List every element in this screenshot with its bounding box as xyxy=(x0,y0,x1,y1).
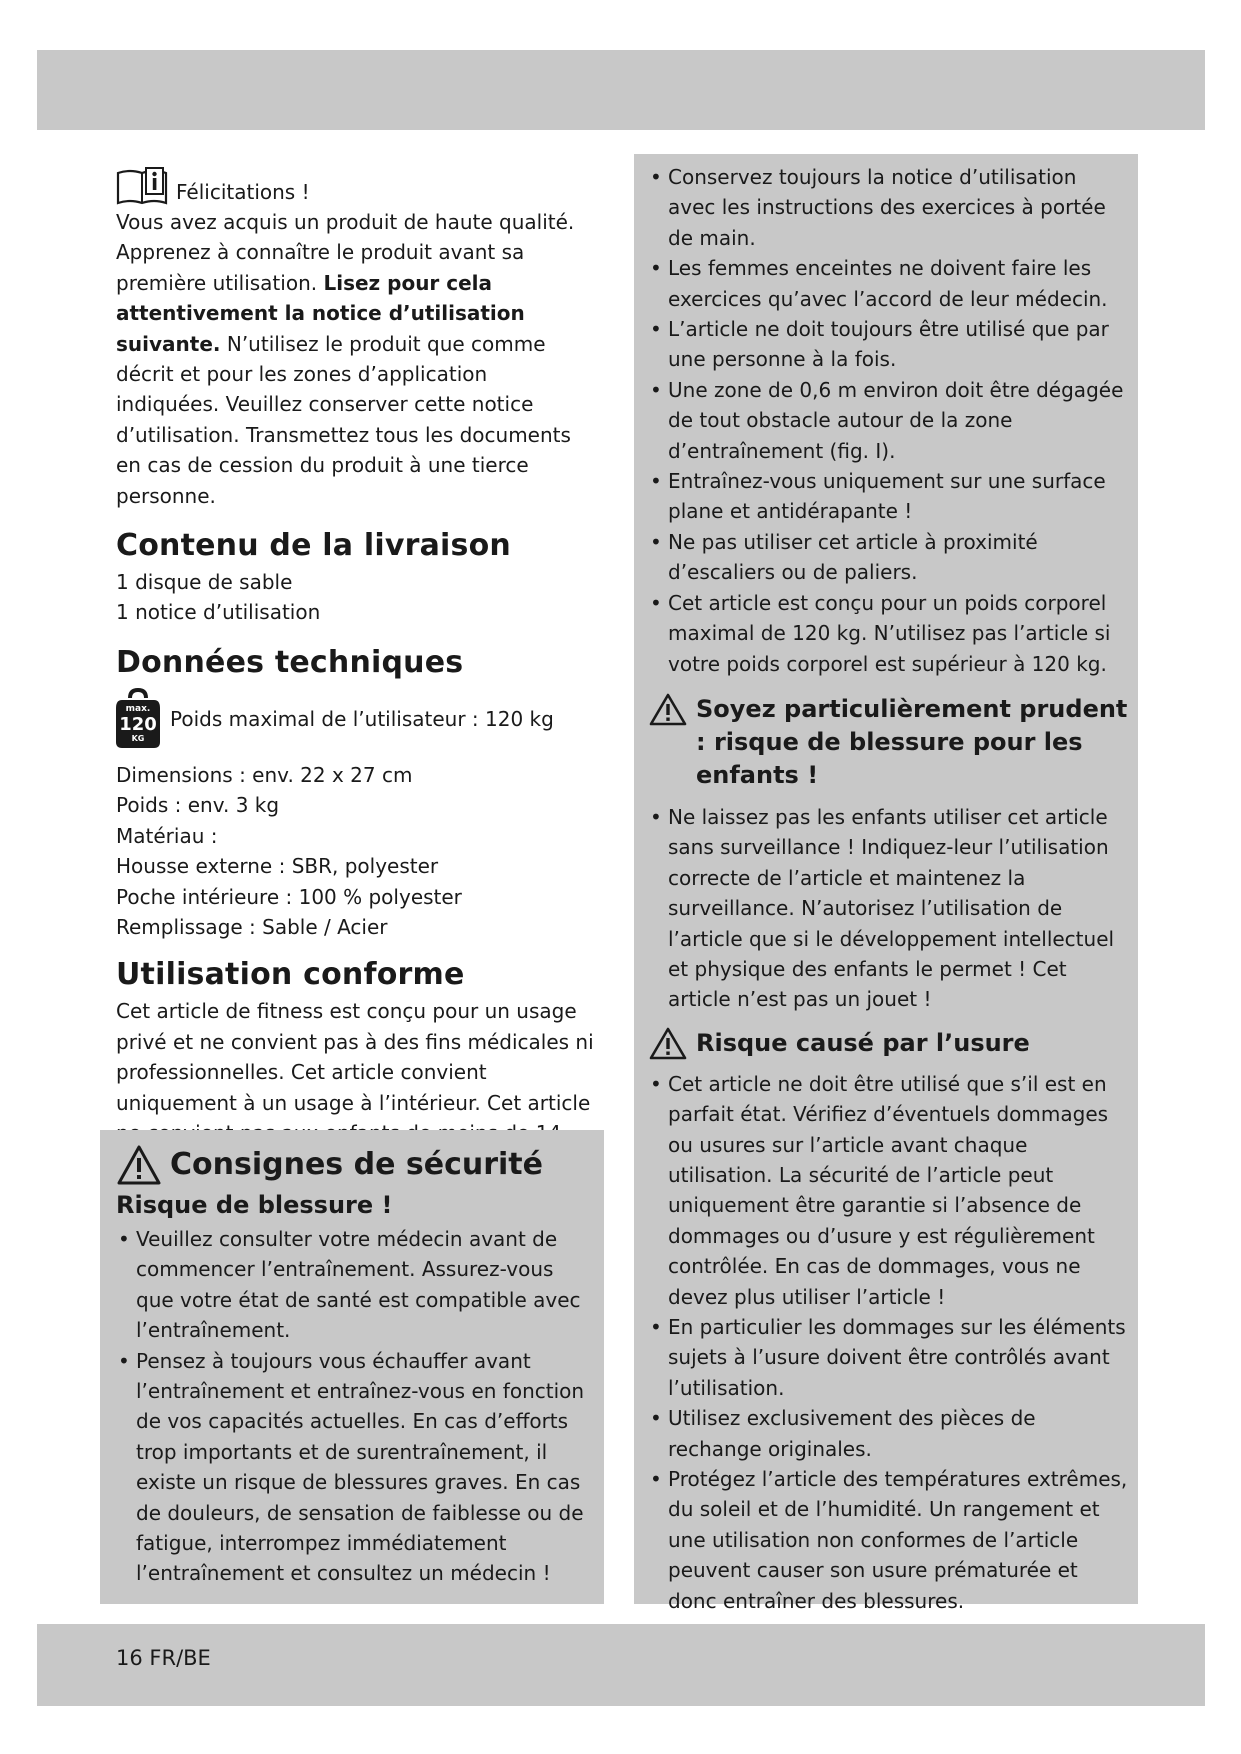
technical-item: Dimensions : env. 22 x 27 cm xyxy=(116,762,413,787)
general-warning-item: • Une zone de 0,6 m environ doit être dégagée de tout obstacle autour de la zone d’entraînement (fig. I). xyxy=(648,375,1128,466)
warnings-box xyxy=(634,154,1138,1613)
delivery-list xyxy=(116,567,594,628)
wear-warning-item: • En particulier les dommages sur les éléments sujets à l’usure doivent être contrôlés avant l’utilisation. xyxy=(648,1312,1128,1403)
intro-text-2: N’utilisez le produit que comme décrit et pour les zones d’application indiquées. Veuillez conserver cette notice d’utilisation. Transmettez tous les documents en cas de cession du produit à une tierce personne. xyxy=(116,331,571,508)
safety-subheading: Risque de blessure ! xyxy=(116,1191,393,1219)
intro-bold-text: Lisez pour cela attentivement la notice d’utilisation suivante. xyxy=(116,270,525,356)
technical-item: Poids : env. 3 kg xyxy=(116,793,280,818)
intended-use-heading: Utilisation conforme xyxy=(116,957,465,993)
warning-triangle-icon xyxy=(648,1027,688,1061)
left-column xyxy=(116,165,594,1179)
intended-use-text: Cet article de fitness est conçu pour un usage privé et ne convient pas à des fins médicales ni professionnelles. Cet article convient uniquement à un usage à l’intérieur. Cet article xyxy=(116,999,594,1115)
delivery-item: 1 notice d’utilisation xyxy=(116,600,321,625)
warning-triangle-icon xyxy=(116,1144,162,1186)
wear-warnings-list xyxy=(648,1069,1128,1616)
weight-icon-label-top: max. xyxy=(125,703,151,714)
safety-list xyxy=(116,1224,590,1589)
warning-triangle-icon xyxy=(648,693,688,727)
safety-item: • Pensez à toujours vous échauffer avant l’entraînement et entraînez-vous en fonction de vos capacités actuelles. En cas d’efforts trop importants et de surentraînement, il existe un risque de blessures graves. En cas de douleurs, de sensation de faiblesse ou de fatigue, interrompez immédiatement l’entraînement et consultez un médecin ! xyxy=(116,1346,590,1589)
max-weight-text: Poids maximal de l’utilisateur : 120 kg xyxy=(170,706,554,731)
max-weight-row xyxy=(116,688,594,750)
general-warning-item: • Cet article est conçu pour un poids corporel maximal de 120 kg. N’utilisez pas l’article si votre poids corporel est supérieur à 120 kg. xyxy=(648,588,1128,679)
general-warning-item: • Ne pas utiliser cet article à proximité d’escaliers ou de paliers. xyxy=(648,527,1128,588)
technical-item: Poche intérieure : 100 % polyester xyxy=(116,884,462,909)
intro-text: Vous avez acquis un produit de haute qualité. Apprenez à connaître le produit avant sa première utilisation. xyxy=(116,210,575,295)
wear-warning-item: • Protégez l’article des températures extrêmes, du soleil et de l’humidité. Un rangement et une utilisation non conformes de l’article peuvent causer son usure prématurée et donc entraîner des blessures. xyxy=(648,1464,1128,1616)
children-warning-item: • Ne laissez pas les enfants utiliser cet article sans surveillance ! Indiquez-leur l’utilisation correcte de l’article et maintenez la surveillance. N’autorisez l’utilisation de l’article que si le développement intellectuel et physique des enfants le permet ! Cet article n’est pas un jouet ! xyxy=(648,802,1128,1015)
header-bar xyxy=(37,50,1205,130)
wear-warning-item: • Cet article ne doit être utilisé que s’il est en parfait état. Vérifiez d’éventuels dommages ou usures sur l’article avant chaque utilisation. La sécurité de l’article peut uniquement être garantie si l’absence de dommages ou d’usure y est régulièrement contrôlée. En cas de dommages, vous ne devez plus utiliser l’article ! xyxy=(648,1069,1128,1312)
children-heading: Soyez particulièrement prudent : risque de blessure pour les enfants ! xyxy=(696,694,1128,789)
wear-warning-item: • Utilisez exclusivement des pièces de rechange originales. xyxy=(648,1403,1128,1464)
safety-heading-row xyxy=(116,1144,590,1186)
children-warnings-list xyxy=(648,802,1128,1015)
info-book-icon xyxy=(116,165,168,207)
safety-item: • Veuillez consulter votre médecin avant de commencer l’entraînement. Assurez-vous que votre état de santé est compatible avec l’entraînement. xyxy=(116,1224,590,1346)
technical-heading: Données techniques xyxy=(116,644,464,680)
delivery-item: 1 disque de sable xyxy=(116,570,293,595)
technical-item: Remplissage : Sable / Acier xyxy=(116,914,388,939)
weight-icon xyxy=(116,688,160,750)
intro-title-row xyxy=(116,165,594,207)
technical-list xyxy=(116,760,594,942)
safety-box xyxy=(100,1130,604,1604)
weight-icon-label-value: 120 xyxy=(119,713,157,735)
general-warnings-list xyxy=(648,162,1128,679)
intro-paragraph xyxy=(116,207,594,511)
page-number: 16 FR/BE xyxy=(116,1646,211,1670)
technical-item: Matériau : xyxy=(116,823,218,848)
footer-bar xyxy=(37,1624,1205,1706)
general-warning-item: • Les femmes enceintes ne doivent faire les exercices qu’avec l’accord de leur médecin. xyxy=(648,253,1128,314)
weight-icon-label-unit: KG xyxy=(131,733,145,743)
intro-title: Félicitations ! xyxy=(176,179,310,204)
wear-heading: Risque causé par l’usure xyxy=(696,1028,1030,1057)
children-heading-row xyxy=(648,693,1128,792)
delivery-heading: Contenu de la livraison xyxy=(116,528,511,564)
general-warning-item: • L’article ne doit toujours être utilisé que par une personne à la fois. xyxy=(648,314,1128,375)
general-warning-item: • Conservez toujours la notice d’utilisation avec les instructions des exercices à portée de main. xyxy=(648,162,1128,253)
safety-heading: Consignes de sécurité xyxy=(170,1147,543,1182)
general-warning-item: • Entraînez-vous uniquement sur une surface plane et antidérapante ! xyxy=(648,466,1128,527)
wear-heading-row xyxy=(648,1027,1128,1061)
technical-item: Housse externe : SBR, polyester xyxy=(116,854,439,879)
